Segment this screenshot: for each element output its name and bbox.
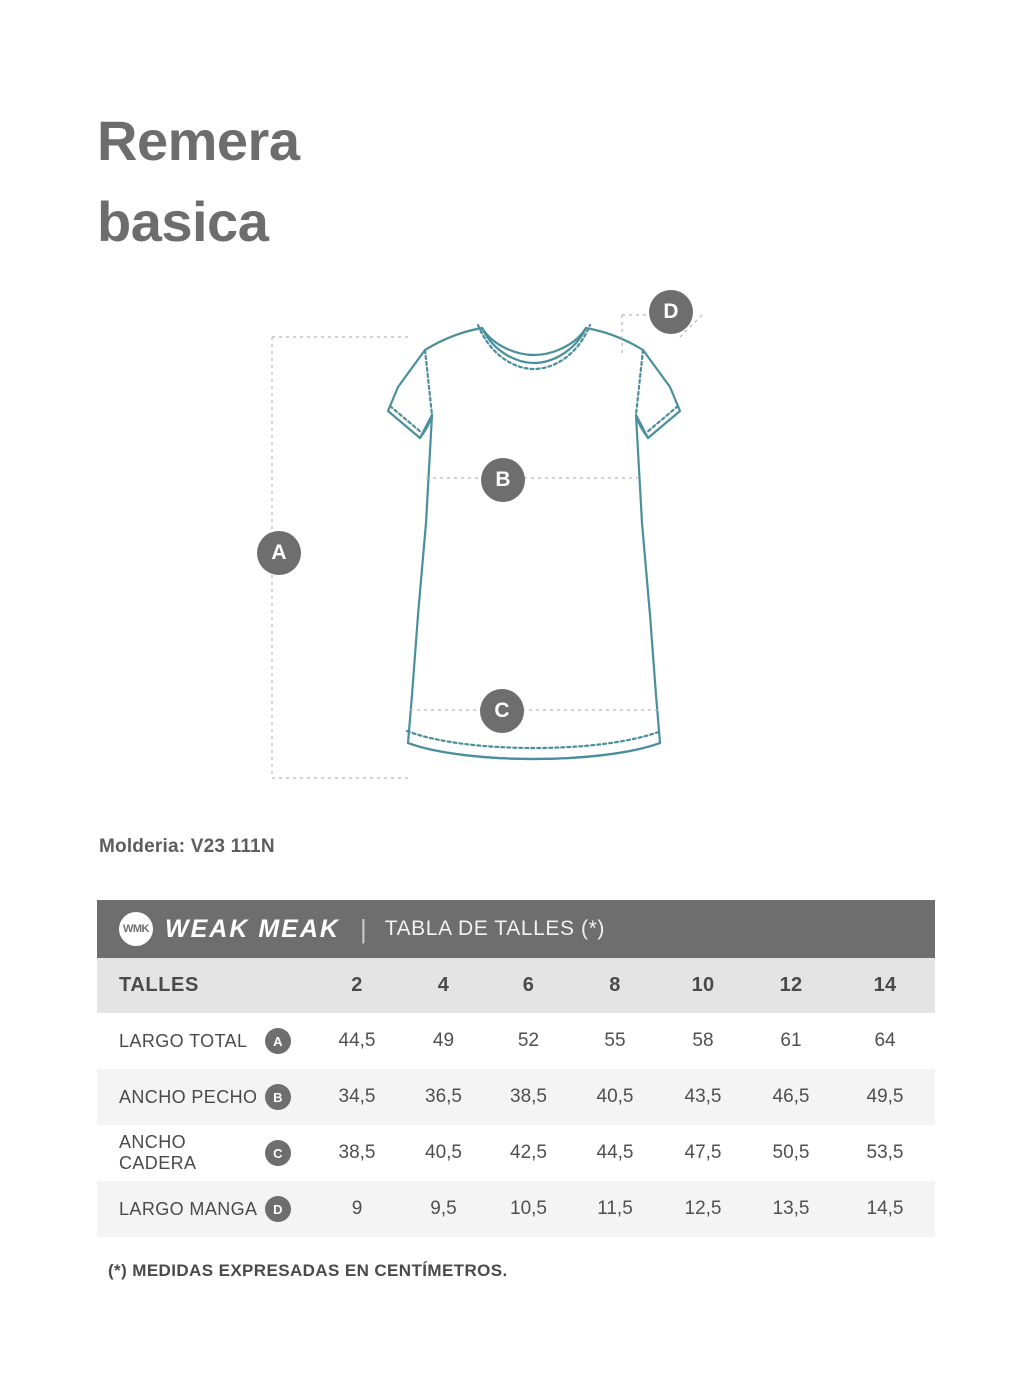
header-size-10: 10 bbox=[659, 958, 747, 1013]
size-table bbox=[97, 900, 935, 1237]
cell-value: 14,5 bbox=[835, 1181, 935, 1237]
garment-illustration bbox=[250, 275, 750, 805]
units-footnote: (*) MEDIDAS EXPRESADAS EN CENTÍMETROS. bbox=[108, 1261, 508, 1280]
header-size-12: 12 bbox=[747, 958, 835, 1013]
cell-value: 40,5 bbox=[571, 1069, 659, 1125]
page-title-line-2: basica bbox=[97, 190, 269, 254]
row-badge-b: B bbox=[265, 1084, 291, 1110]
table-row bbox=[97, 1125, 935, 1181]
row-badge-a: A bbox=[265, 1028, 291, 1054]
cell-value: 46,5 bbox=[747, 1069, 835, 1125]
row-label-cell bbox=[97, 1013, 313, 1069]
cell-value: 10,5 bbox=[486, 1181, 571, 1237]
table-subtitle: TABLA DE TALLES (*) bbox=[384, 917, 606, 940]
cell-value: 38,5 bbox=[338, 1142, 376, 1163]
row-label-cell bbox=[97, 1069, 313, 1125]
cell-value: 58 bbox=[692, 1030, 714, 1051]
table-brand-row bbox=[97, 900, 935, 958]
cell-value: 49,5 bbox=[835, 1069, 935, 1125]
cell-value: 44,5 bbox=[338, 1030, 376, 1051]
cell-value: 42,5 bbox=[510, 1142, 547, 1163]
cell-value: 34,5 bbox=[313, 1069, 401, 1125]
cell-value: 49 bbox=[432, 1030, 455, 1051]
cell-value: 64 bbox=[874, 1030, 896, 1051]
header-size-14: 14 bbox=[835, 958, 935, 1013]
cell-value: 13,5 bbox=[747, 1181, 835, 1237]
size-table-wrapper bbox=[97, 900, 935, 1237]
measure-badge-c: C bbox=[480, 689, 524, 733]
cell-value: 40,5 bbox=[425, 1142, 462, 1163]
header-size-6: 6 bbox=[486, 958, 571, 1013]
row-label: ANCHO PECHO bbox=[119, 1086, 258, 1107]
row-badge-d: D bbox=[265, 1196, 291, 1222]
cell-value: 12,5 bbox=[659, 1181, 747, 1237]
table-row bbox=[97, 1181, 935, 1237]
brand-name: WEAK MEAK bbox=[165, 914, 340, 943]
header-size-8: 8 bbox=[571, 958, 659, 1013]
cell-value: 11,5 bbox=[571, 1181, 659, 1237]
measure-badge-b: B bbox=[481, 458, 525, 502]
header-label: TALLES bbox=[97, 958, 313, 1013]
table-header-row bbox=[97, 958, 935, 1013]
row-label: LARGO TOTAL bbox=[119, 1030, 248, 1051]
cell-value: 50,5 bbox=[772, 1142, 810, 1163]
cell-value: 53,5 bbox=[866, 1142, 904, 1163]
cell-value: 55 bbox=[604, 1030, 626, 1051]
row-label: ANCHO CADERA bbox=[119, 1132, 197, 1173]
cell-value: 38,5 bbox=[486, 1069, 571, 1125]
row-badge-c: C bbox=[265, 1140, 291, 1166]
measure-badge-a: A bbox=[257, 531, 301, 575]
header-size-2: 2 bbox=[313, 958, 401, 1013]
cell-value: 61 bbox=[780, 1030, 802, 1051]
row-label-cell bbox=[97, 1125, 313, 1181]
row-label: LARGO MANGA bbox=[119, 1198, 258, 1219]
brand-logo-icon: WMK bbox=[119, 912, 153, 946]
cell-value: 43,5 bbox=[659, 1069, 747, 1125]
cell-value: 44,5 bbox=[596, 1142, 634, 1163]
table-row bbox=[97, 1069, 935, 1125]
table-row bbox=[97, 1013, 935, 1069]
measure-badge-d: D bbox=[649, 290, 693, 334]
row-label-cell bbox=[97, 1181, 313, 1237]
cell-value: 47,5 bbox=[684, 1142, 722, 1163]
cell-value: 36,5 bbox=[401, 1069, 486, 1125]
cell-value: 9,5 bbox=[401, 1181, 486, 1237]
cell-value: 52 bbox=[517, 1030, 540, 1051]
pattern-code: Molderia: V23 111N bbox=[99, 836, 275, 857]
cell-value: 9 bbox=[313, 1181, 401, 1237]
page-title-line-1: Remera bbox=[97, 109, 300, 172]
header-size-4: 4 bbox=[401, 958, 486, 1013]
page-title bbox=[97, 100, 697, 262]
brand-separator: | bbox=[359, 913, 367, 944]
brand-cell bbox=[97, 900, 935, 958]
